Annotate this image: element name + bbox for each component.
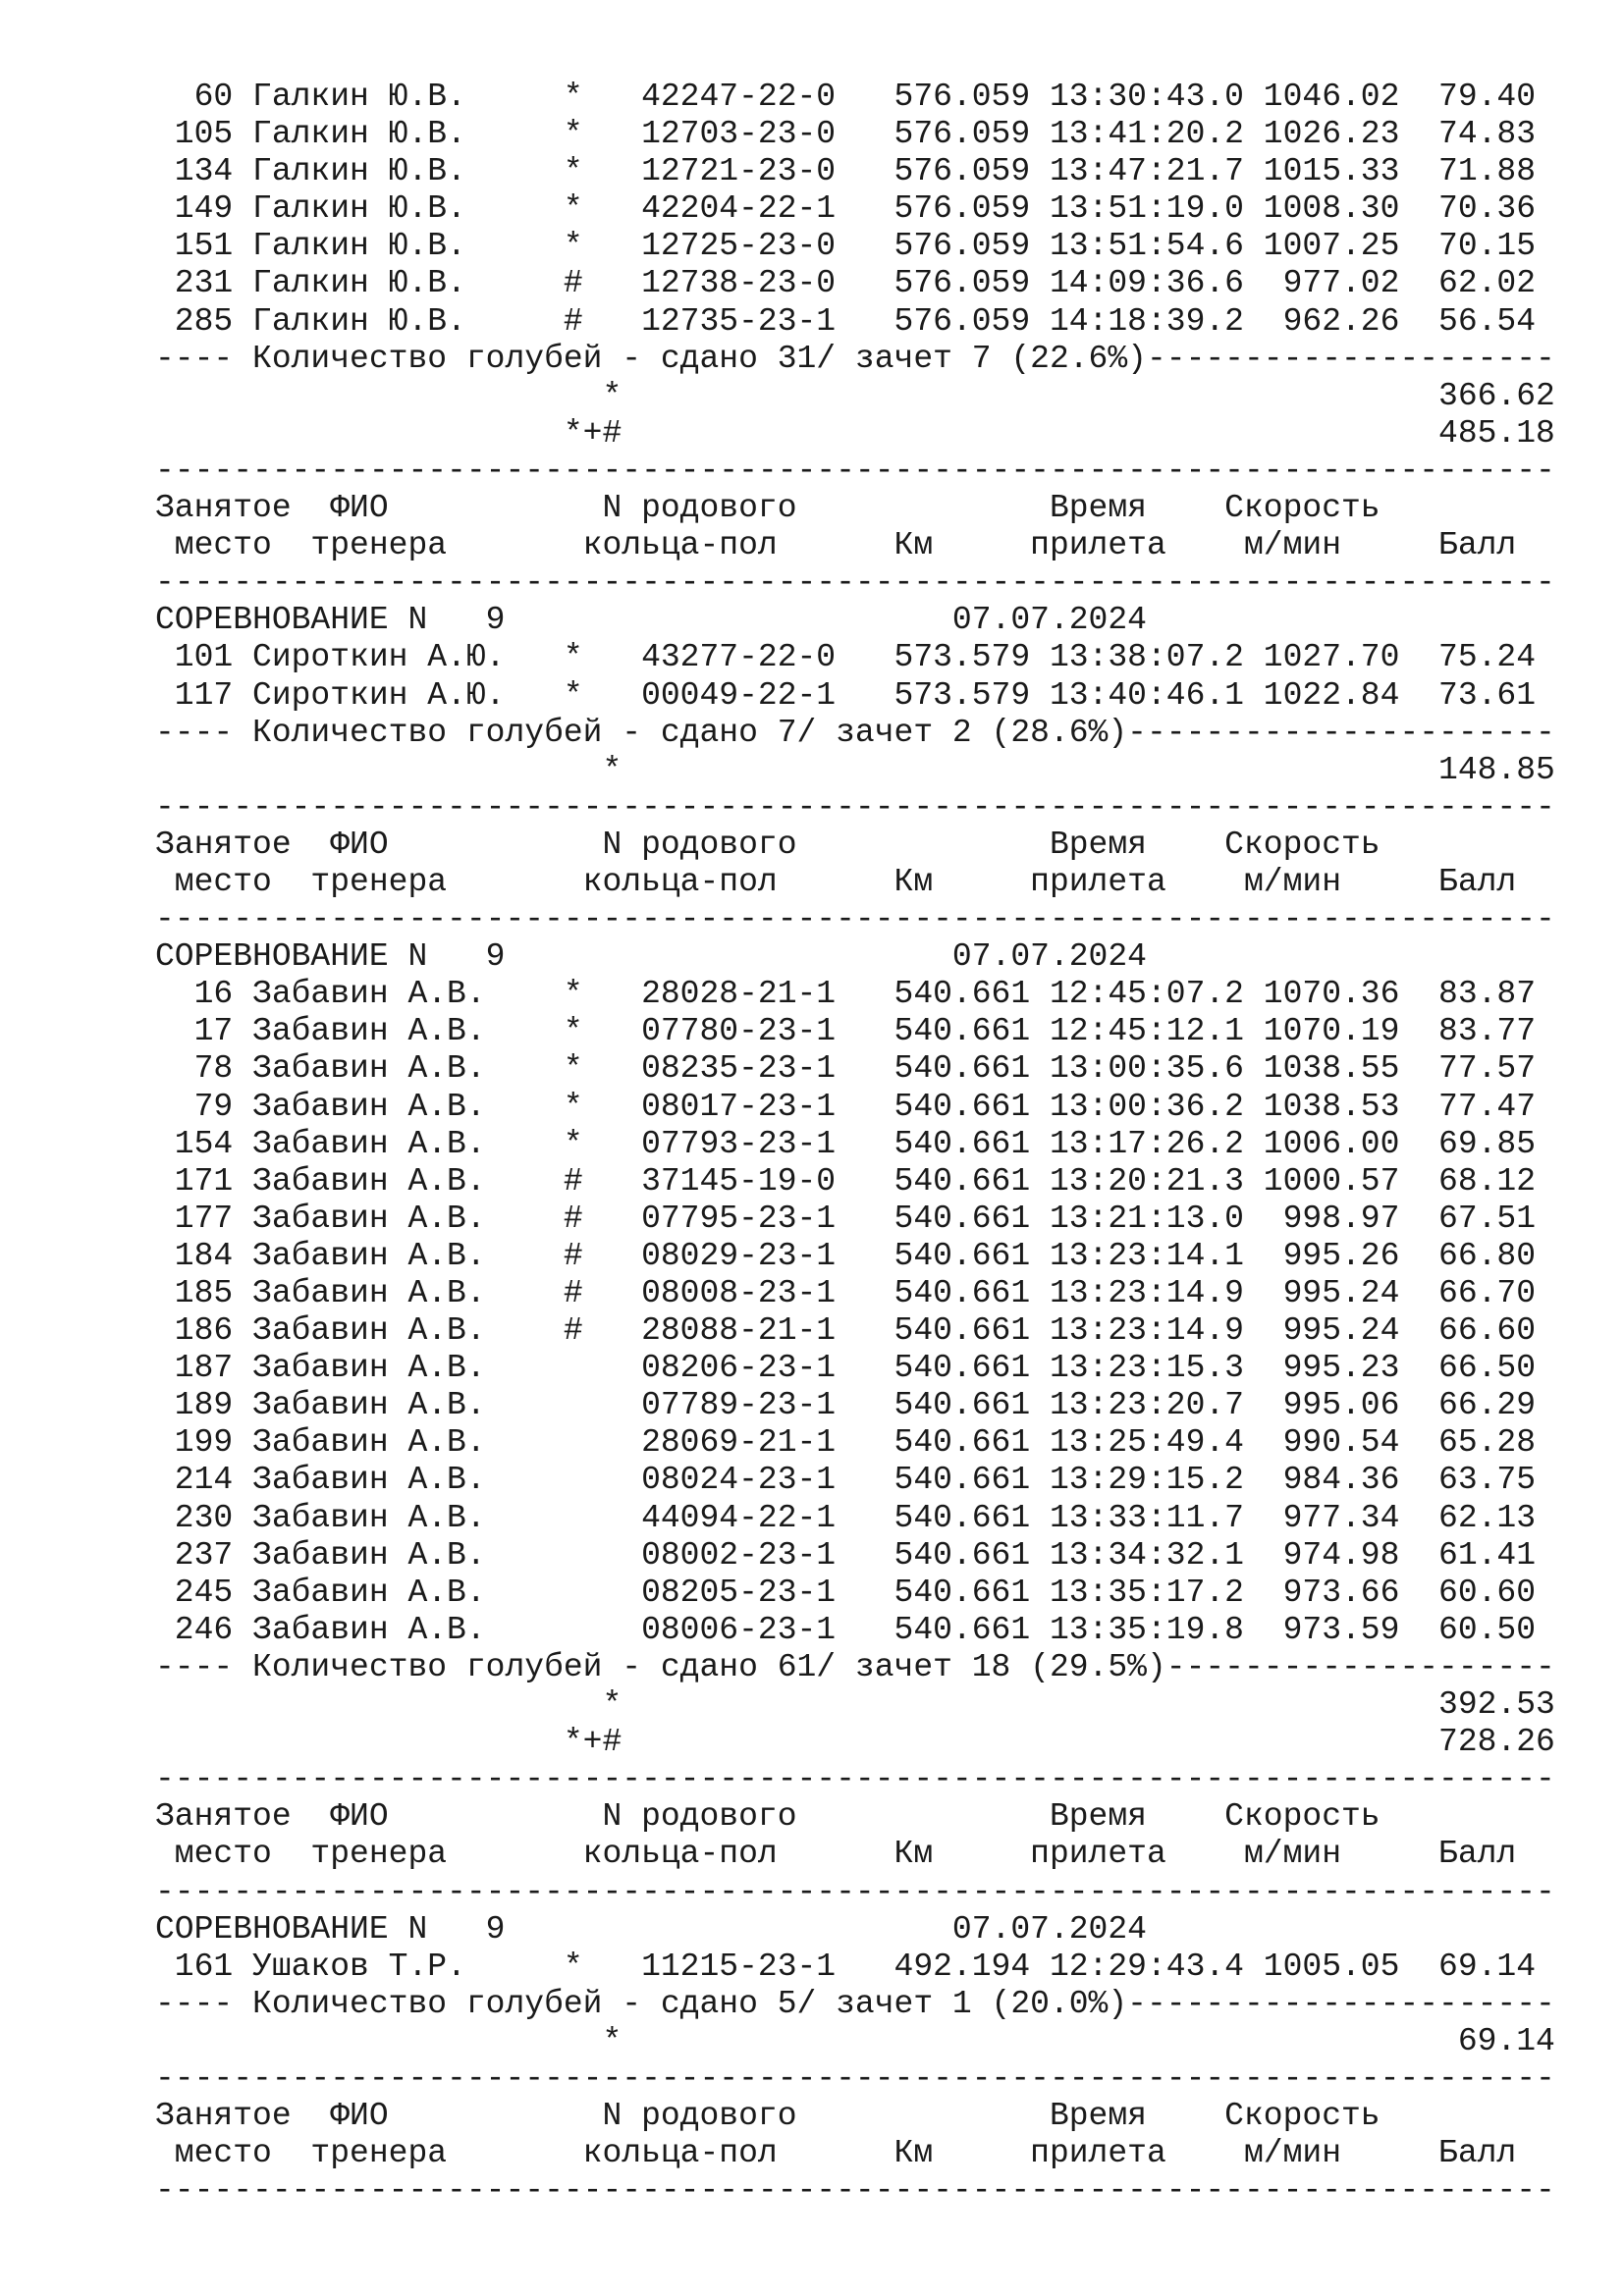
report-line: ---- Количество голубей - сдано 5/ зачет 1 (20.0%)---------------------- [155, 1985, 1555, 2022]
report-line: 237 Забавин А.В. 08002-23-1 540.661 13:34:32.1 974.98 61.41 [155, 1536, 1537, 1574]
report-line: 60 Галкин Ю.В. * 42247-22-0 576.059 13:30:43.0 1046.02 79.40 [155, 79, 1537, 115]
report-line: ------------------------------------------------------------------------ [155, 1761, 1555, 1798]
report-line: 245 Забавин А.В. 08205-23-1 540.661 13:35:17.2 973.66 60.60 [155, 1574, 1537, 1611]
report-line: 187 Забавин А.В. 08206-23-1 540.661 13:23:15.3 995.23 66.50 [155, 1350, 1537, 1387]
report-line: Занятое ФИО N родового Время Скорость [155, 490, 1380, 527]
report-line: 101 Сироткин А.Ю. * 43277-22-0 573.579 13:38:07.2 1027.70 75.24 [155, 639, 1537, 676]
report-line: СОРЕВНОВАНИЕ N 9 07.07.2024 [155, 1910, 1147, 1948]
report-line: 246 Забавин А.В. 08006-23-1 540.661 13:35:19.8 973.59 60.50 [155, 1611, 1537, 1648]
report-line: * 148.85 [155, 751, 1555, 788]
report-line: место тренера кольца-пол Км прилета м/мин Балл [155, 2135, 1517, 2172]
report-line: СОРЕВНОВАНИЕ N 9 07.07.2024 [155, 602, 1147, 639]
report-line: 16 Забавин А.В. * 28028-21-1 540.661 12:45:07.2 1070.36 83.87 [155, 976, 1537, 1013]
report-line: Занятое ФИО N родового Время Скорость [155, 1798, 1380, 1836]
report-line: место тренера кольца-пол Км прилета м/мин Балл [155, 863, 1517, 900]
report-line: 185 Забавин А.В. # 08008-23-1 540.661 13:23:14.9 995.24 66.70 [155, 1275, 1537, 1311]
report-line: 79 Забавин А.В. * 08017-23-1 540.661 13:00:36.2 1038.53 77.47 [155, 1088, 1537, 1125]
report-line: 78 Забавин А.В. * 08235-23-1 540.661 13:00:35.6 1038.55 77.57 [155, 1050, 1537, 1088]
report-line: место тренера кольца-пол Км прилета м/мин Балл [155, 1836, 1517, 1873]
report-line: 186 Забавин А.В. # 28088-21-1 540.661 13:23:14.9 995.24 66.60 [155, 1312, 1537, 1350]
report-line: 17 Забавин А.В. * 07780-23-1 540.661 12:45:12.1 1070.19 83.77 [155, 1013, 1537, 1050]
report-line: 199 Забавин А.В. 28069-21-1 540.661 13:25:49.4 990.54 65.28 [155, 1424, 1537, 1462]
report-line: ---- Количество голубей - сдано 31/ зачет 7 (22.6%)--------------------- [155, 340, 1555, 377]
report-line: Занятое ФИО N родового Время Скорость [155, 2098, 1380, 2135]
report-line: 177 Забавин А.В. # 07795-23-1 540.661 13:21:13.0 998.97 67.51 [155, 1200, 1537, 1237]
report-line: ------------------------------------------------------------------------ [155, 901, 1555, 938]
report-line: 117 Сироткин А.Ю. * 00049-22-1 573.579 13:40:46.1 1022.84 73.61 [155, 676, 1537, 714]
report-line: ---- Количество голубей - сдано 7/ зачет 2 (28.6%)---------------------- [155, 714, 1555, 751]
report-line: 231 Галкин Ю.В. # 12738-23-0 576.059 14:09:36.6 977.02 62.02 [155, 265, 1537, 302]
report-line: 105 Галкин Ю.В. * 12703-23-0 576.059 13:41:20.2 1026.23 74.83 [155, 116, 1537, 153]
report-line: *+# 485.18 [155, 414, 1555, 452]
report-line: ------------------------------------------------------------------------ [155, 564, 1555, 602]
report-line: Занятое ФИО N родового Время Скорость [155, 826, 1380, 863]
report-line: ------------------------------------------------------------------------ [155, 2059, 1555, 2097]
report-line: * 69.14 [155, 2022, 1555, 2059]
report-line: 134 Галкин Ю.В. * 12721-23-0 576.059 13:47:21.7 1015.33 71.88 [155, 153, 1537, 190]
report-line: СОРЕВНОВАНИЕ N 9 07.07.2024 [155, 938, 1147, 976]
report-line: ------------------------------------------------------------------------ [155, 788, 1555, 826]
report-line: 154 Забавин А.В. * 07793-23-1 540.661 13:17:26.2 1006.00 69.85 [155, 1125, 1537, 1162]
report-line: 171 Забавин А.В. # 37145-19-0 540.661 13:20:21.3 1000.57 68.12 [155, 1162, 1537, 1200]
report-line: 151 Галкин Ю.В. * 12725-23-0 576.059 13:51:54.6 1007.25 70.15 [155, 228, 1537, 265]
report-line: ------------------------------------------------------------------------ [155, 1873, 1555, 1910]
report-line: 149 Галкин Ю.В. * 42204-22-1 576.059 13:51:19.0 1008.30 70.36 [155, 190, 1537, 228]
report-line: место тренера кольца-пол Км прилета м/мин Балл [155, 527, 1517, 564]
report-line: * 366.62 [155, 377, 1555, 414]
report-line: * 392.53 [155, 1686, 1555, 1724]
report-line: 285 Галкин Ю.В. # 12735-23-1 576.059 14:18:39.2 962.26 56.54 [155, 302, 1537, 340]
race-results-report [155, 79, 1555, 2210]
report-line: 161 Ушаков Т.Р. * 11215-23-1 492.194 12:29:43.4 1005.05 69.14 [155, 1948, 1537, 1985]
report-line: 189 Забавин А.В. 07789-23-1 540.661 13:23:20.7 995.06 66.29 [155, 1387, 1537, 1424]
report-line: 230 Забавин А.В. 44094-22-1 540.661 13:33:11.7 977.34 62.13 [155, 1499, 1537, 1536]
report-line: 184 Забавин А.В. # 08029-23-1 540.661 13:23:14.1 995.26 66.80 [155, 1237, 1537, 1274]
report-line: 214 Забавин А.В. 08024-23-1 540.661 13:29:15.2 984.36 63.75 [155, 1462, 1537, 1499]
report-line: ------------------------------------------------------------------------ [155, 2172, 1555, 2210]
report-line: *+# 728.26 [155, 1724, 1555, 1761]
report-line: ------------------------------------------------------------------------ [155, 452, 1555, 489]
report-line: ---- Количество голубей - сдано 61/ зачет 18 (29.5%)-------------------- [155, 1648, 1555, 1685]
